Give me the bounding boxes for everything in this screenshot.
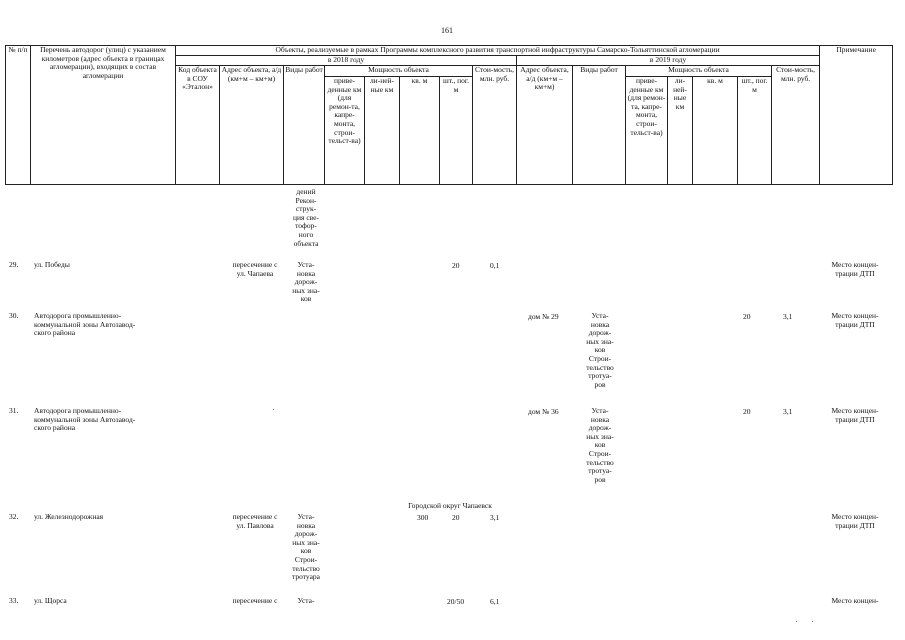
row-32-pcs: 20 <box>452 513 460 522</box>
row-30-num: 30. <box>9 311 19 320</box>
header-num: № п/п <box>6 46 31 185</box>
row-30-note: Место концен- трации ДТП <box>831 311 879 329</box>
header-road: Перечень автодорог (улиц) с указанием километров (адрес объекта в границах агломерации), входящих в состав агломерации <box>31 46 176 185</box>
scan-speck <box>796 621 797 622</box>
header-works-2018: Виды работ <box>284 66 325 185</box>
header-cost-2019: Стои-мость, млн. руб. <box>772 66 820 185</box>
row-31-note: Место концен- трации ДТП <box>831 406 879 424</box>
section-heading: Городской округ Чапаевск <box>408 501 492 510</box>
works-continuation: дений Рекон- струк- ция све- тофор- ного объекта <box>292 187 319 248</box>
row-29-note: Место концен- трации ДТП <box>831 260 879 278</box>
row-33-road: ул. Щорса <box>34 596 67 605</box>
header-2018: в 2018 году <box>176 56 517 66</box>
row-33-works: Уста- <box>297 596 315 605</box>
header-reduced-2019: приве-денные км (для ремон-та, капре-монта, строи-тельст-ва) <box>626 77 668 185</box>
row-31-num: 31. <box>9 406 19 415</box>
row-31-road: Автодорога промышленно- коммунальной зоны Автозавод- ского района <box>34 406 136 433</box>
scan-speck <box>273 409 274 410</box>
header-code: Код объекта в СОУ «Эталон» <box>176 66 220 185</box>
row-32-works: Уста- новка дорож- ных зна- ков Строи- тельство тротуара <box>291 512 320 582</box>
header-program: Объекты, реализуемые в рамках Программы комплексного развития транспортной инфраструктуры Самарско-Тольяттинской агломерации <box>176 46 820 56</box>
header-cost-2018: Стои-мость, млн. руб. <box>473 66 517 185</box>
header-reduced-2018: приве-денные км (для ремон-та, капре-монта, строи-тельст-ва) <box>325 77 365 185</box>
header-2019: в 2019 году <box>517 56 820 66</box>
row-33-num: 33. <box>9 596 19 605</box>
row-33-note: Место концен- <box>831 596 879 605</box>
row-29-cost: 0,1 <box>490 261 500 270</box>
row-30-address: дом № 29 <box>528 312 559 321</box>
table-header <box>5 45 893 185</box>
row-30-works: Уста- новка дорож- ных зна- ков Строи- тельство тротуа- ров <box>586 311 614 389</box>
row-31-cost: 3,1 <box>783 407 793 416</box>
row-32-num: 32. <box>9 512 19 521</box>
header-sqm-2019: кв. м <box>693 77 738 185</box>
row-29-pcs: 20 <box>452 261 460 270</box>
header-capacity-2019: Мощность объекта <box>626 66 772 77</box>
header-pcs-2018: шт., пог. м <box>440 77 473 185</box>
header-sqm-2018: кв. м <box>400 77 440 185</box>
row-29-address: пересечение с ул. Чапаева <box>232 260 278 278</box>
row-32-cost: 3,1 <box>490 513 500 522</box>
header-address-2019: Адрес объекта, а/д (км+м – км+м) <box>517 66 573 185</box>
header-address-2018: Адрес объекта, а/д (км+м – км+м) <box>220 66 284 185</box>
row-32-sqm: 300 <box>417 513 429 522</box>
row-31-pcs: 20 <box>743 407 751 416</box>
row-31-works: Уста- новка дорож- ных зна- ков Строи- тельство тротуа- ров <box>586 406 614 484</box>
row-30-cost: 3,1 <box>783 312 793 321</box>
header-linear-2019: ли-ней-ные км <box>668 77 693 185</box>
row-29-road: ул. Победы <box>34 260 70 269</box>
row-32-address: пересечение с ул. Павлова <box>232 512 278 530</box>
header-note: Примечание <box>820 46 893 185</box>
header-capacity-2018: Мощность объекта <box>325 66 473 77</box>
page-number: 161 <box>441 26 453 35</box>
row-33-cost: 6,1 <box>490 597 500 606</box>
row-33-address: пересечение с <box>232 596 278 605</box>
row-32-note: Место концен- трации ДТП <box>831 512 879 530</box>
row-30-road: Автодорога промышленно- коммунальной зоны Автозавод- ского района <box>34 311 136 338</box>
row-30-pcs: 20 <box>743 312 751 321</box>
header-works-2019: Виды работ <box>573 66 626 185</box>
row-29-num: 29. <box>9 260 19 269</box>
row-29-works: Уста- новка дорож- ных зна- ков <box>292 260 320 304</box>
row-31-address: дом № 36 <box>528 407 559 416</box>
row-33-pcs: 20/50 <box>447 597 465 606</box>
row-32-road: ул. Железнодорожная <box>34 512 104 521</box>
scan-speck <box>812 621 813 622</box>
header-linear-2018: ли-ней-ные км <box>365 77 400 185</box>
header-pcs-2019: шт., пог. м <box>738 77 772 185</box>
